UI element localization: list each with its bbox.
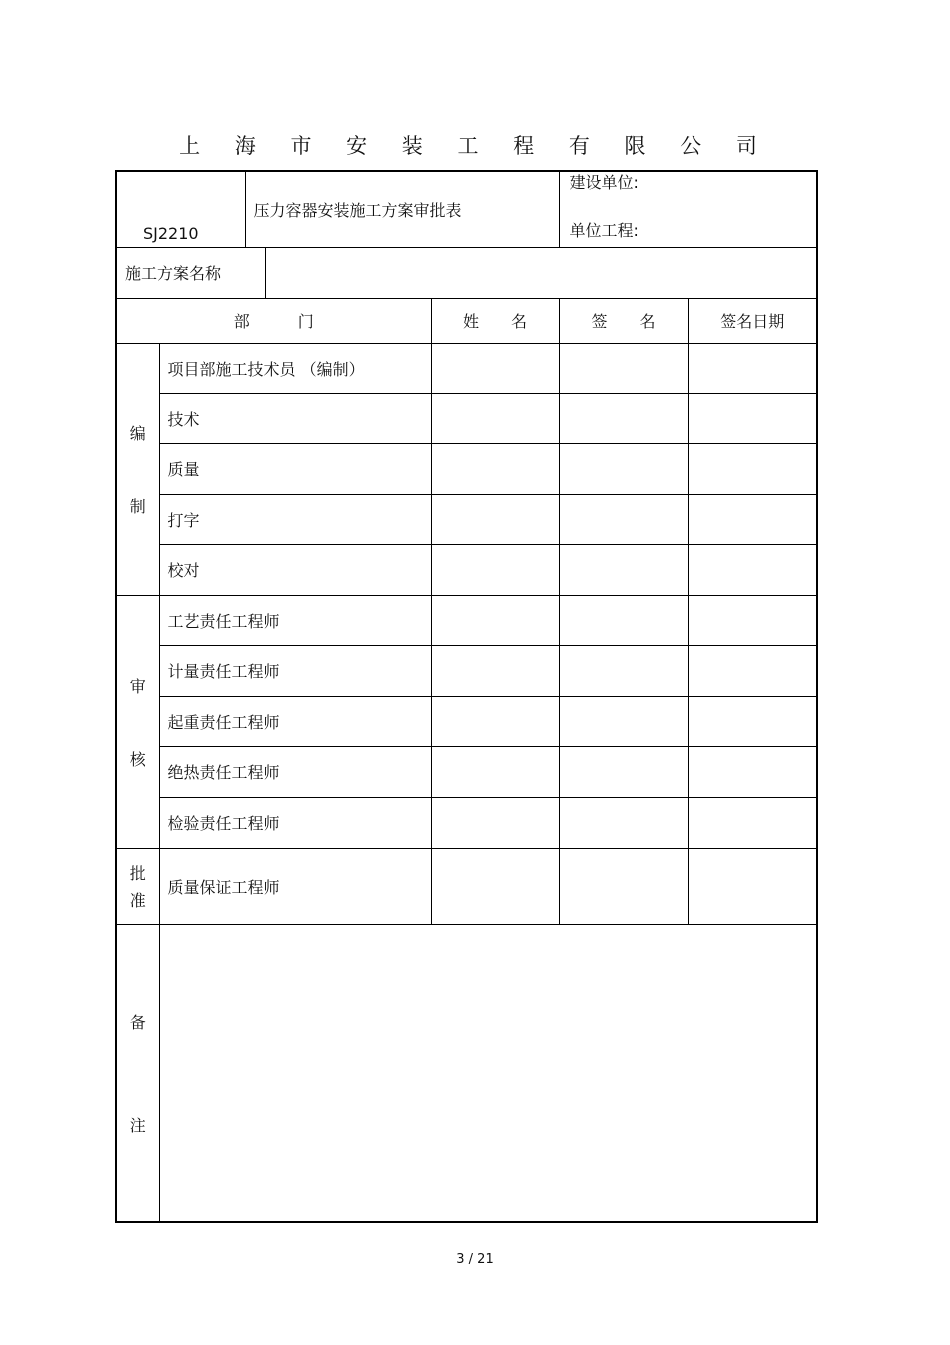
table-row <box>116 645 817 696</box>
name-cell[interactable] <box>431 696 559 746</box>
remarks-field[interactable] <box>159 924 817 1222</box>
signature-cell[interactable] <box>559 696 688 746</box>
table-row <box>116 746 817 797</box>
table-row <box>116 595 817 645</box>
col-header-department: 部 门 <box>116 298 431 343</box>
approval-form-table <box>115 170 818 1223</box>
table-row <box>116 797 817 848</box>
column-header-row <box>116 298 817 343</box>
signature-cell[interactable] <box>559 443 688 494</box>
row-label: 质量 <box>159 443 431 494</box>
row-label: 起重责任工程师 <box>159 696 431 746</box>
table-row <box>116 848 817 924</box>
col-header-signature: 签 名 <box>559 298 688 343</box>
row-label: 项目部施工技术员 （编制） <box>159 343 431 393</box>
table-row <box>116 443 817 494</box>
name-cell[interactable] <box>431 797 559 848</box>
signature-cell[interactable] <box>559 645 688 696</box>
header-row <box>116 171 817 247</box>
plan-name-row <box>116 247 817 298</box>
name-cell[interactable] <box>431 544 559 595</box>
name-cell[interactable] <box>431 393 559 443</box>
name-cell[interactable] <box>431 443 559 494</box>
sign-date-cell[interactable] <box>688 797 817 848</box>
row-label: 质量保证工程师 <box>159 848 431 924</box>
group-label-review: 审 核 <box>116 595 159 848</box>
row-label: 打字 <box>159 494 431 544</box>
row-label: 绝热责任工程师 <box>159 746 431 797</box>
sign-date-cell[interactable] <box>688 544 817 595</box>
company-name: 上 海 市 安 装 工 程 有 限 公 司 <box>179 134 771 158</box>
sign-date-cell[interactable] <box>688 443 817 494</box>
group-label-compile: 编 制 <box>116 343 159 595</box>
table-row <box>116 393 817 443</box>
table-row <box>116 343 817 393</box>
table-row <box>116 544 817 595</box>
signature-cell[interactable] <box>559 797 688 848</box>
signature-cell[interactable] <box>559 544 688 595</box>
unit-project-label: 单位工程: <box>569 221 639 240</box>
sign-date-cell[interactable] <box>688 696 817 746</box>
signature-cell[interactable] <box>559 393 688 443</box>
row-label: 计量责任工程师 <box>159 645 431 696</box>
name-cell[interactable] <box>431 595 559 645</box>
row-label: 技术 <box>159 393 431 443</box>
signature-cell[interactable] <box>559 746 688 797</box>
form-code: SJ2210 <box>116 171 245 247</box>
signature-cell[interactable] <box>559 848 688 924</box>
sign-date-cell[interactable] <box>688 848 817 924</box>
row-label: 检验责任工程师 <box>159 797 431 848</box>
plan-name-label: 施工方案名称 <box>116 247 265 298</box>
signature-cell[interactable] <box>559 494 688 544</box>
form-title: 压力容器安装施工方案审批表 <box>245 171 559 247</box>
page-number: 3 / 21 <box>456 1252 494 1267</box>
sign-date-cell[interactable] <box>688 746 817 797</box>
sign-date-cell[interactable] <box>688 343 817 393</box>
header-meta <box>559 171 817 247</box>
group-label-remarks: 备 注 <box>116 924 159 1222</box>
remarks-row <box>116 924 817 1222</box>
table-row <box>116 494 817 544</box>
name-cell[interactable] <box>431 494 559 544</box>
name-cell[interactable] <box>431 746 559 797</box>
row-label: 工艺责任工程师 <box>159 595 431 645</box>
signature-cell[interactable] <box>559 343 688 393</box>
plan-name-field[interactable] <box>265 247 817 298</box>
signature-cell[interactable] <box>559 595 688 645</box>
group-label-approve: 批 准 <box>116 848 159 924</box>
col-header-name: 姓 名 <box>431 298 559 343</box>
sign-date-cell[interactable] <box>688 595 817 645</box>
col-header-sign-date: 签名日期 <box>688 298 817 343</box>
sign-date-cell[interactable] <box>688 494 817 544</box>
sign-date-cell[interactable] <box>688 645 817 696</box>
sign-date-cell[interactable] <box>688 393 817 443</box>
name-cell[interactable] <box>431 848 559 924</box>
row-label: 校对 <box>159 544 431 595</box>
construction-unit-label: 建设单位: <box>569 173 639 192</box>
name-cell[interactable] <box>431 343 559 393</box>
table-row <box>116 696 817 746</box>
name-cell[interactable] <box>431 645 559 696</box>
